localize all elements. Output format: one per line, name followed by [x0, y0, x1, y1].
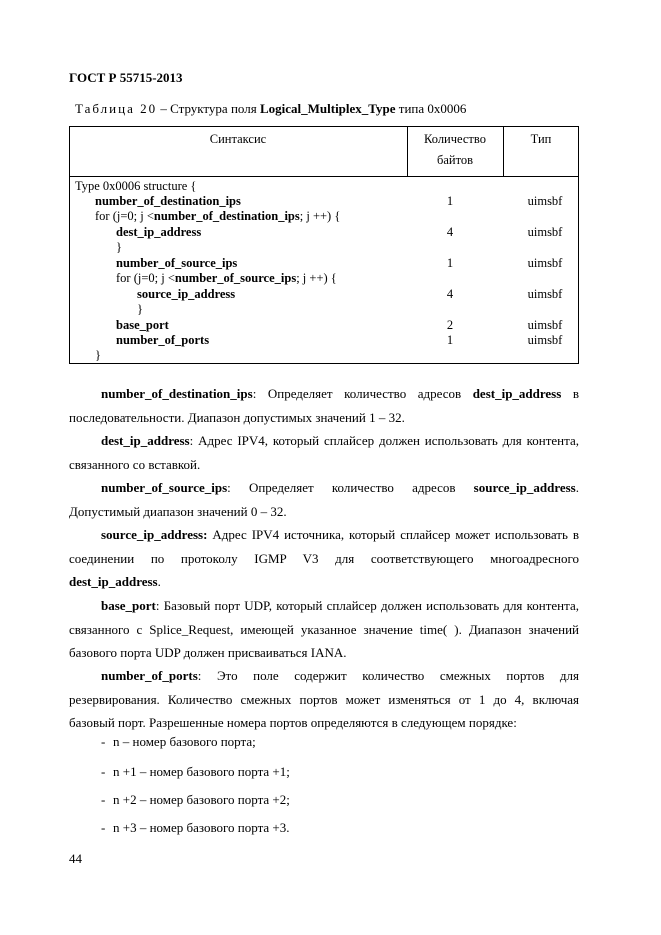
header-count-line2: байтов — [436, 153, 474, 167]
syntax-cell: number_of_source_ips — [116, 256, 238, 270]
table-border-right — [578, 126, 579, 364]
syntax-cell: number_of_ports — [116, 333, 210, 347]
header-count-line1: Количество — [424, 132, 486, 146]
syntax-cell: source_ip_address — [137, 287, 236, 301]
page-number: 44 — [69, 851, 82, 866]
structure-table — [69, 126, 579, 364]
type-cell: uimsbf — [527, 256, 563, 270]
paragraph-source-ip-address: source_ip_address: Адрес IPV4 источника, который сплайсер может использовать в соединении по протоколу IGMP V3 для соответствующего многоадресного dest_ip_address. — [69, 527, 579, 589]
syntax-cell: } — [95, 348, 101, 362]
paragraph-dest-ip-address: dest_ip_address: Адрес IPV4, который сплайсер должен использовать для контента, связанного со вставкой. — [69, 433, 579, 472]
type-cell: uimsbf — [527, 333, 563, 347]
table-border-left — [69, 126, 70, 364]
table-caption-field: Logical_Multiplex_Type — [259, 101, 396, 116]
paragraph-number-of-source-ips: number_of_source_ips: Определяет количество адресов source_ip_address. Допустимый диапазон значений 0 – 32. — [69, 480, 579, 519]
type-cell: uimsbf — [527, 225, 563, 239]
syntax-cell: Type 0x0006 structure { — [75, 179, 197, 193]
paragraph-number-of-destination-ips: number_of_destination_ips: Определяет количество адресов dest_ip_address в последовательности. Диапазон допустимых значений 1 – 32. — [69, 386, 579, 425]
table-caption-suffix: типа 0x0006 — [395, 101, 467, 116]
header-type: Тип — [530, 132, 552, 146]
syntax-cell: dest_ip_address — [116, 225, 202, 239]
list-item: - n +3 – номер базового порта +3. — [101, 820, 290, 835]
bytes-cell: 4 — [446, 287, 454, 301]
syntax-cell: } — [116, 240, 122, 254]
syntax-cell: for (j=0; j <number_of_destination_ips; j ++) { — [95, 209, 341, 223]
header-syntax: Синтаксис — [209, 132, 267, 146]
bytes-cell: 1 — [446, 333, 454, 347]
type-cell: uimsbf — [527, 194, 563, 208]
type-cell: uimsbf — [527, 318, 563, 332]
type-cell: uimsbf — [527, 287, 563, 301]
bytes-cell: 2 — [446, 318, 454, 332]
paragraph-base-port: base_port: Базовый порт UDP, который сплайсер должен использовать для контента, связанного с Splice_Request, имеющей указанное значение time( ). Диапазон значений базового порта UDP должен присваиваться IANA. — [69, 598, 579, 660]
table-caption-label: Таблица 20 — [75, 101, 158, 116]
table-caption — [75, 101, 466, 117]
list-item: - n +1 – номер базового порта +1; — [101, 764, 290, 779]
table-caption-dash: – Структура поля — [157, 101, 260, 116]
bytes-cell: 1 — [446, 256, 454, 270]
paragraph-number-of-ports: number_of_ports: Это поле содержит количество смежных портов для резервирования. Количество смежных портов может изменяться от 1 до 4, включая базовый порт. Разрешенные номера портов определяются в следующем порядке: — [69, 668, 579, 730]
table-border-bottom — [69, 363, 579, 364]
syntax-cell: base_port — [116, 318, 169, 332]
document-header: ГОСТ Р 55715-2013 — [69, 70, 183, 85]
list-item: - n – номер базового порта; — [101, 734, 256, 749]
syntax-cell: number_of_destination_ips — [95, 194, 241, 208]
syntax-cell: } — [137, 302, 143, 316]
bytes-cell: 1 — [446, 194, 454, 208]
list-item: - n +2 – номер базового порта +2; — [101, 792, 290, 807]
bytes-cell: 4 — [446, 225, 454, 239]
syntax-cell: for (j=0; j <number_of_source_ips; j ++) { — [116, 271, 337, 285]
